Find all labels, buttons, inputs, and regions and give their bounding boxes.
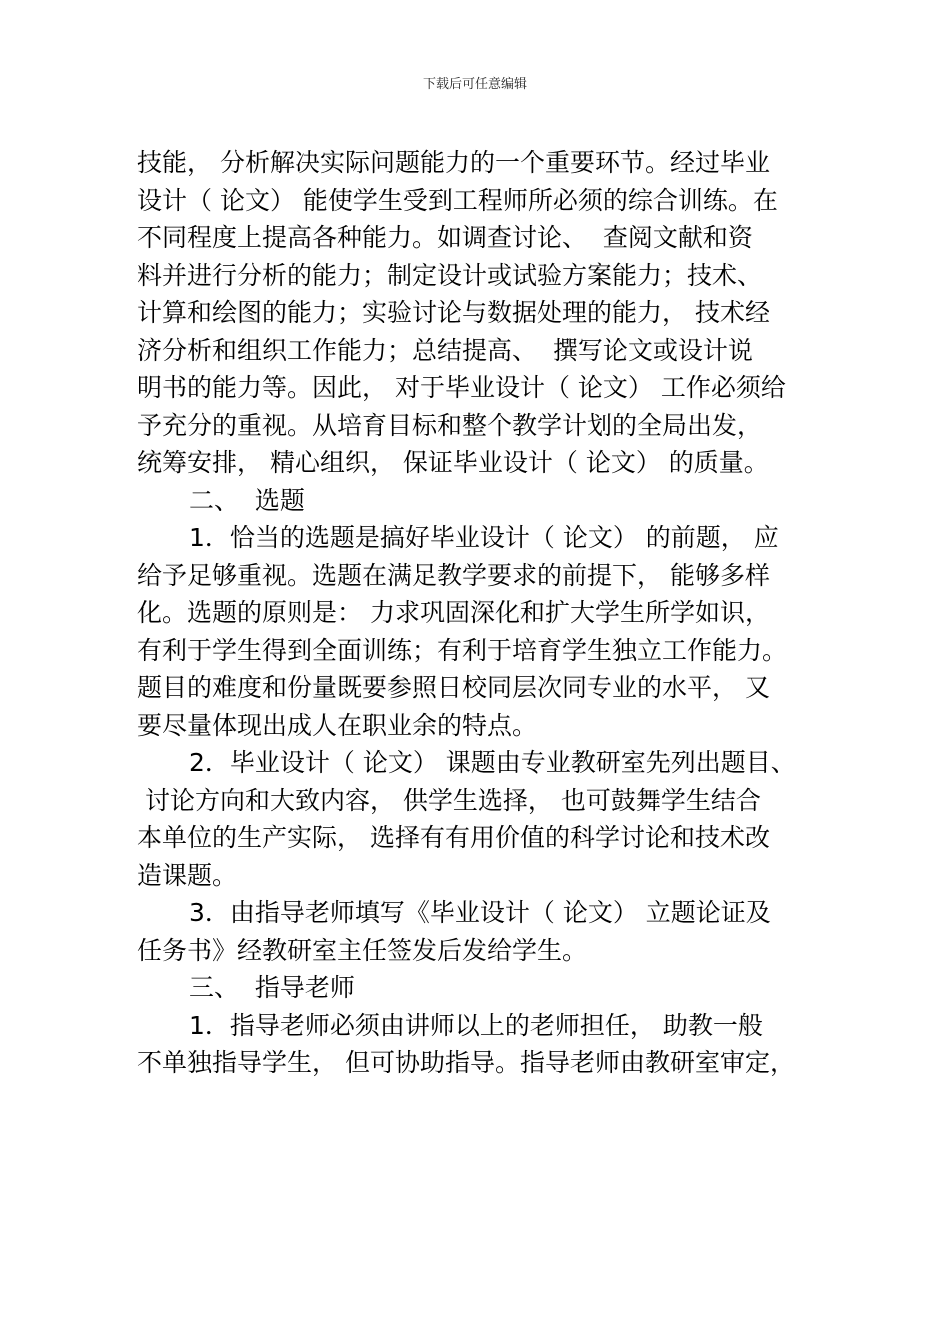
text-line: 1．恰当的选题是搞好毕业设计（ 论文） 的前题， 应 xyxy=(189,523,779,552)
text-line: 予充分的重视。从培育目标和整个教学计划的全局出发， xyxy=(137,410,763,440)
text-line: 不同程度上提高各种能力。如调查讨论、 查阅文献和资 xyxy=(137,223,753,252)
text-line: 三、 指导老师 xyxy=(189,973,355,1002)
text-line: 造课题。 xyxy=(137,860,238,890)
text-line: 二、 选题 xyxy=(189,485,305,515)
text-line: 1．指导老师必须由讲师以上的老师担任， 助教一般 xyxy=(189,1010,763,1040)
text-line: 有利于学生得到全面训练；有利于培育学生独立工作能力。 xyxy=(137,635,788,665)
text-line: 不单独指导学生， 但可协助指导。指导老师由教研室审定， xyxy=(137,1048,795,1077)
text-line: 技能， 分析解决实际问题能力的一个重要环节。经过毕业 xyxy=(137,148,770,177)
text-line: 给予足够重视。选题在满足教学要求的前提下， 能够多样 xyxy=(137,560,770,590)
text-line: 化。选题的原则是： 力求巩固深化和扩大学生所学如识， xyxy=(137,598,770,627)
page-header: 下载后可任意编辑 xyxy=(422,77,527,92)
text-line: 要尽量体现出成人在职业余的特点。 xyxy=(137,710,538,740)
body-text xyxy=(137,144,827,1082)
text-line: 料并进行分析的能力；制定设计或试验方案能力；技术、 xyxy=(137,260,763,290)
text-line: 明书的能力等。因此， 对于毕业设计（ 论文） 工作必须给 xyxy=(137,373,786,402)
text-line: 设计（ 论文） 能使学生受到工程师所必须的综合训练。在 xyxy=(137,185,778,215)
text-line: 济分析和组织工作能力；总结提高、 撰写论文或设计说 xyxy=(137,335,753,365)
text-line: 统筹安排， 精心组织， 保证毕业设计（ 论文） 的质量。 xyxy=(137,448,769,477)
text-line: 3．由指导老师填写《毕业设计（ 论文） 立题论证及 xyxy=(189,898,771,927)
text-line: 本单位的生产实际， 选择有有用价值的科学讨论和技术改 xyxy=(137,823,770,852)
text-line: 讨论方向和大致内容， 供学生选择， 也可鼓舞学生结合 xyxy=(137,785,761,815)
text-line: 2．毕业设计（ 论文） 课题由专业教研室先列出题目、 xyxy=(189,748,796,777)
text-line: 题目的难度和份量既要参照日校同层次同专业的水平， 又 xyxy=(137,673,770,702)
text-line: 计算和绘图的能力；实验讨论与数据处理的能力， 技术经 xyxy=(137,298,770,327)
text-line: 任务书》经教研室主任签发后发给学生。 xyxy=(137,935,588,965)
